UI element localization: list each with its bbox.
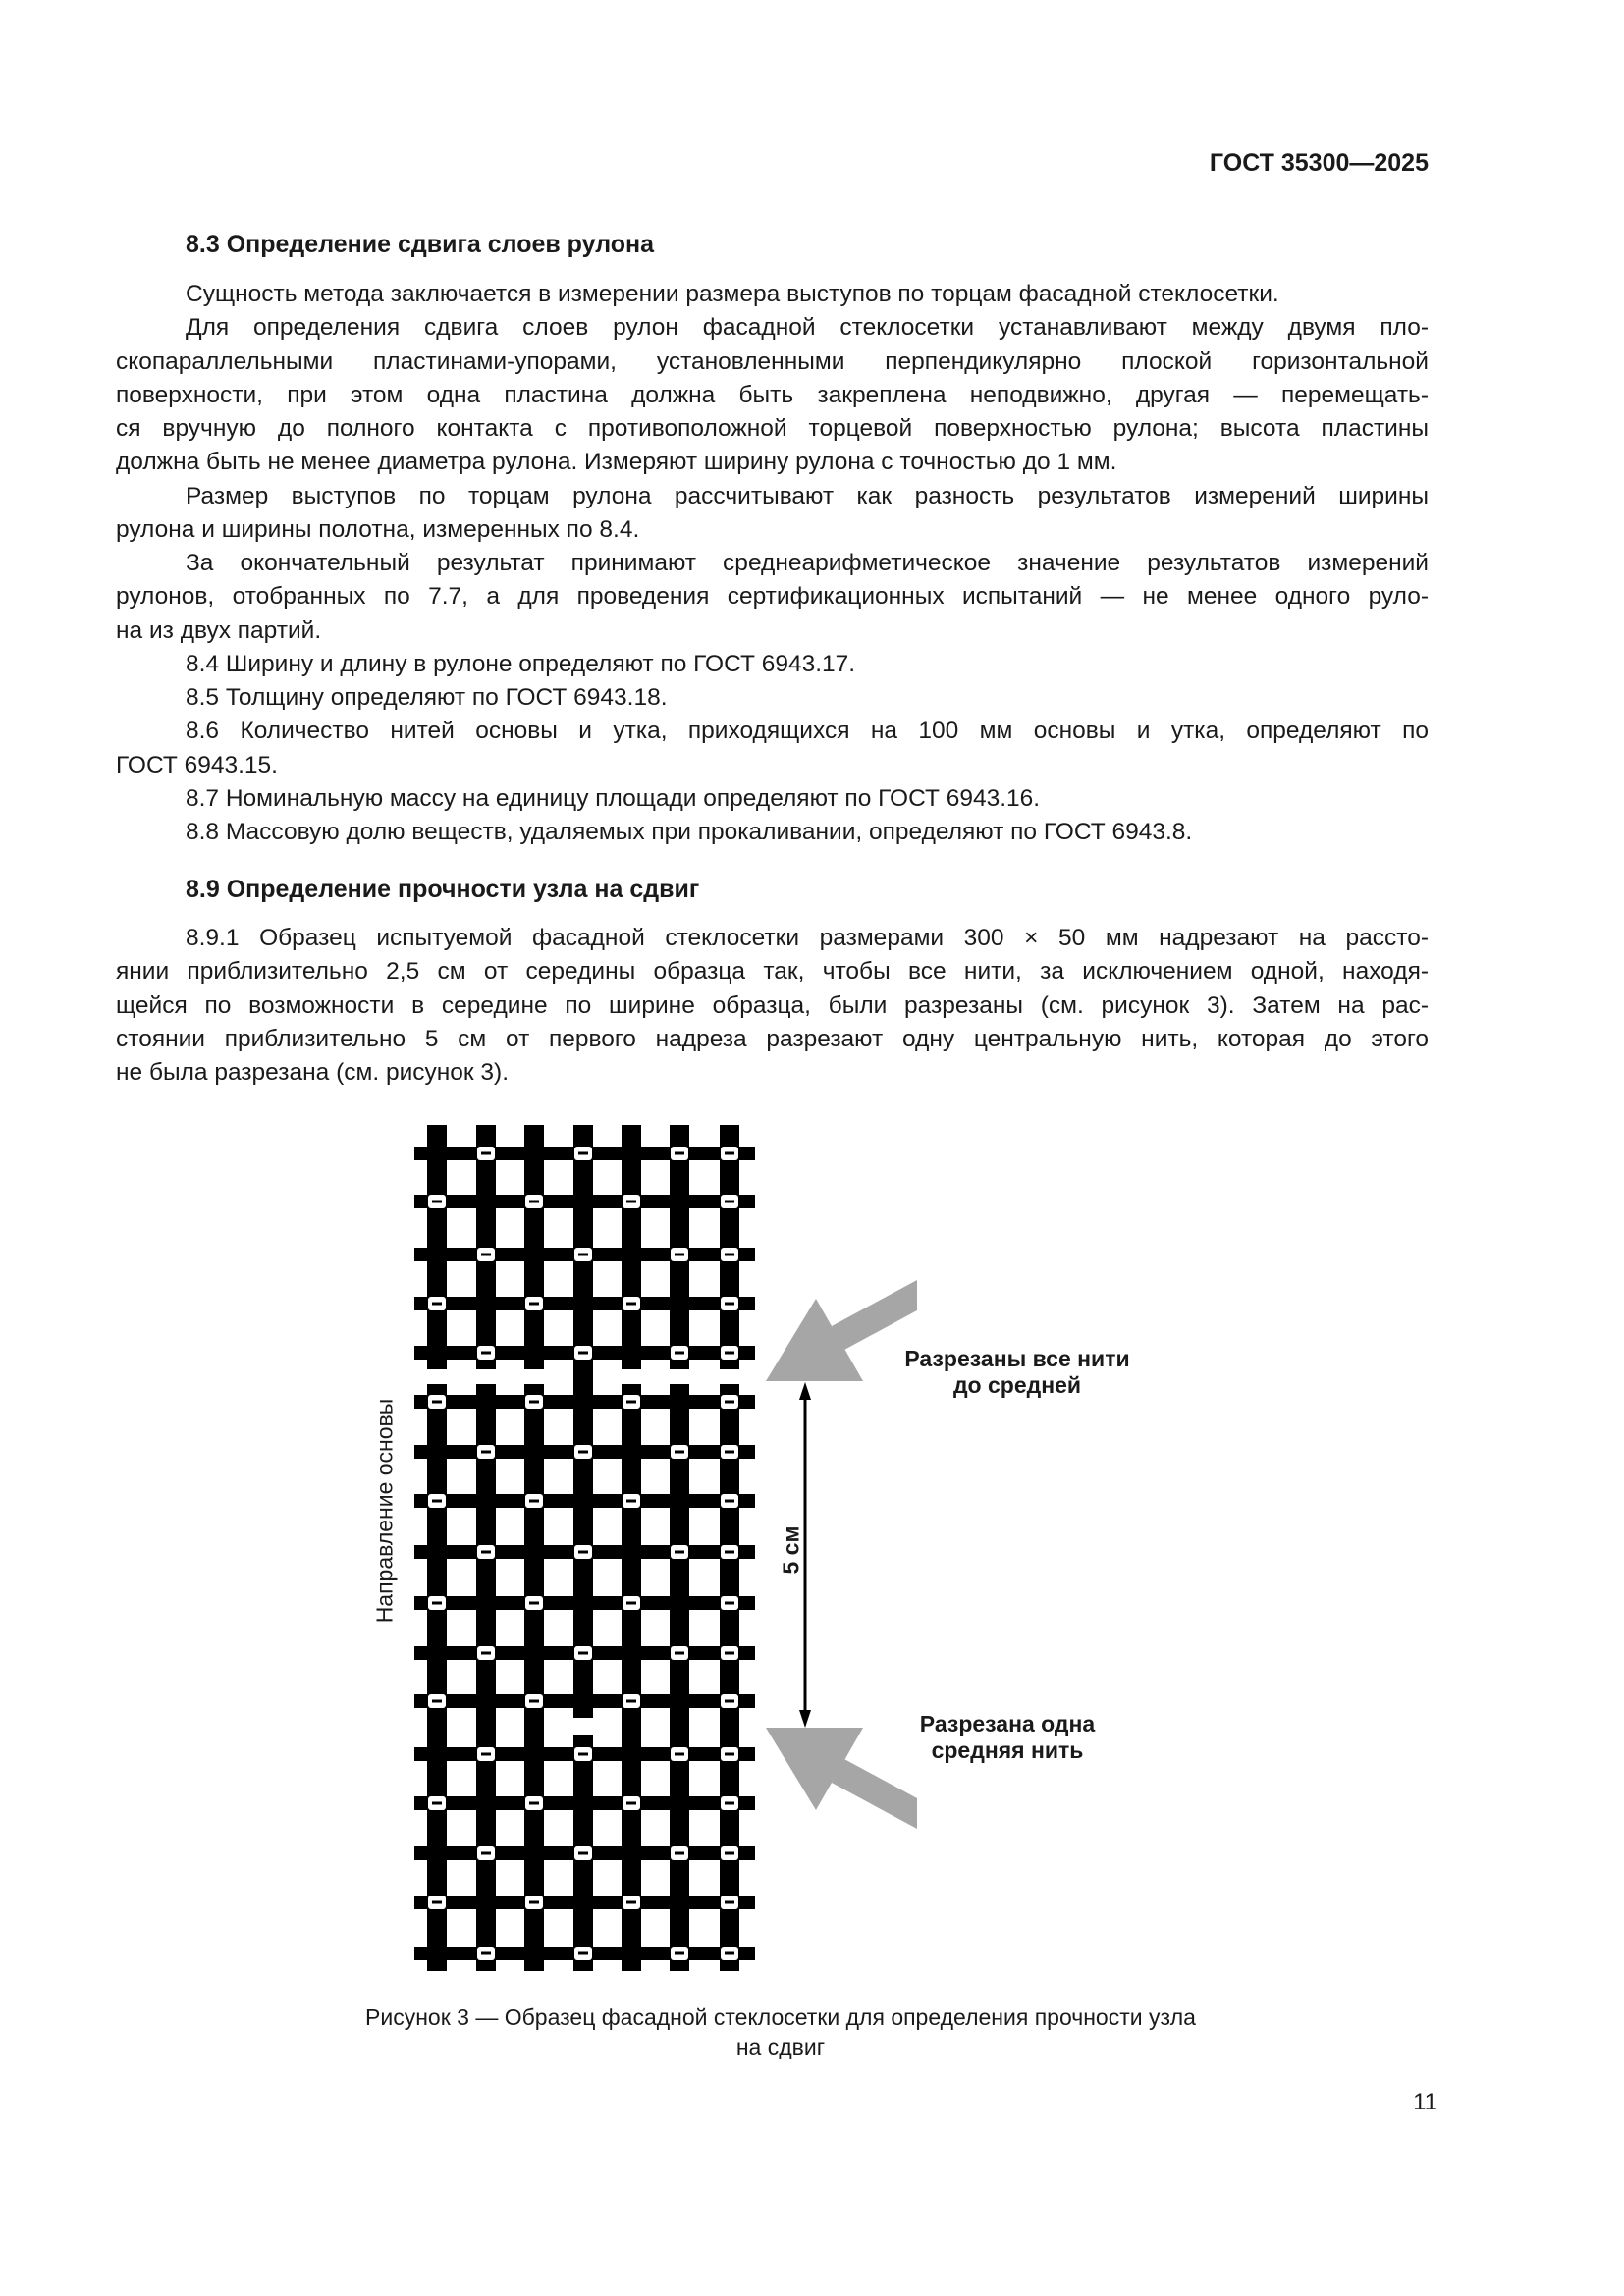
weft-thread <box>414 1694 755 1708</box>
knot-marker-dash <box>626 1901 636 1904</box>
dimension-arrow-bottom-icon <box>799 1710 811 1728</box>
upper-cut-note-line: до средней <box>952 1372 1082 1398</box>
knot-marker-dash <box>578 1551 588 1554</box>
knot-marker-dash <box>529 1401 539 1404</box>
warp-direction-label: Направление основы <box>371 1398 398 1624</box>
knot-marker-dash <box>481 1451 491 1454</box>
text-line: поверхности, при этом одна пластина должна быть закреплена неподвижно, другая — перемещать- <box>116 381 1429 408</box>
lower-cut-note-line: Разрезана одна <box>919 1711 1096 1736</box>
knot-marker-dash <box>725 1700 734 1703</box>
warp-thread <box>427 1125 447 1369</box>
knot-marker-dash <box>529 1901 539 1904</box>
knot-marker-dash <box>481 1254 491 1256</box>
knot-marker-dash <box>675 1652 684 1655</box>
text-line: 8.5 Толщину определяют по ГОСТ 6943.18. <box>186 684 668 711</box>
knot-marker-dash <box>675 1152 684 1155</box>
knot-marker-dash <box>725 1602 734 1605</box>
text-line: не была разрезана (см. рисунок 3). <box>116 1059 510 1086</box>
knot-marker-dash <box>578 1852 588 1855</box>
knot-marker-dash <box>725 1753 734 1756</box>
knot-marker-dash <box>432 1901 442 1904</box>
document-header: ГОСТ 35300—2025 <box>1209 149 1429 177</box>
text-line: янии приблизительно 2,5 см от середины образца так, чтобы все нити, за исключением одной, находя- <box>116 958 1429 986</box>
warp-thread <box>720 1125 739 1369</box>
knot-marker-dash <box>626 1602 636 1605</box>
weft-thread <box>414 1494 755 1508</box>
upper-cut-note-line: Разрезаны все нити <box>904 1346 1130 1371</box>
knot-marker-dash <box>626 1201 636 1203</box>
knot-marker-dash <box>578 1952 588 1955</box>
text-line: стоянии приблизительно 5 см от первого надреза разрезают одну центральную нить, которая до этого <box>116 1025 1429 1052</box>
knot-marker-dash <box>725 1802 734 1805</box>
knot-marker-dash <box>529 1201 539 1203</box>
knot-marker-dash <box>725 1652 734 1655</box>
section-heading-8-3: 8.3 Определение сдвига слоев рулона <box>186 231 655 258</box>
text-line: 8.7 Номинальную массу на единицу площади определяют по ГОСТ 6943.16. <box>186 784 1041 812</box>
text-line: рулона и ширины полотна, измеренных по 8.4. <box>116 515 640 543</box>
knot-marker-dash <box>725 1952 734 1955</box>
knot-marker-dash <box>481 1551 491 1554</box>
knot-marker-dash <box>626 1500 636 1503</box>
knot-marker-dash <box>675 1352 684 1355</box>
knot-marker-dash <box>725 1303 734 1306</box>
upper-cut-note <box>870 1346 1164 1399</box>
lower-cut-arrow-shaft <box>832 1759 917 1829</box>
warp-thread <box>670 1125 689 1369</box>
knot-marker-dash <box>675 1753 684 1756</box>
knot-marker-dash <box>626 1303 636 1306</box>
knot-marker-dash <box>481 1753 491 1756</box>
weft-thread <box>414 1395 755 1409</box>
knot-marker-dash <box>529 1602 539 1605</box>
knot-marker-dash <box>725 1551 734 1554</box>
knot-marker-dash <box>432 1802 442 1805</box>
text-line: 8.8 Массовую долю веществ, удаляемых при прокаливании, определяют по ГОСТ 6943.8. <box>186 819 1193 845</box>
figure-caption-line: Рисунок 3 — Образец фасадной стеклосетки для определения прочности узла <box>365 2004 1196 2030</box>
knot-marker-dash <box>578 1152 588 1155</box>
knot-marker-dash <box>675 1451 684 1454</box>
knot-marker-dash <box>529 1802 539 1805</box>
warp-thread <box>670 1384 689 1971</box>
lower-cut-note-line: средняя нить <box>931 1737 1084 1763</box>
text-line: должна быть не менее диаметра рулона. Измеряют ширину рулона с точностью до 1 мм. <box>116 449 1117 476</box>
text-line: Для определения сдвига слоев рулон фасадной стеклосетки устанавливают между двумя пло- <box>186 314 1429 342</box>
text-line: Сущность метода заключается в измерении размера выступов по торцам фасадной стеклосетки. <box>186 281 1279 307</box>
warp-thread <box>476 1125 496 1369</box>
knot-marker-dash <box>578 1753 588 1756</box>
knot-marker-dash <box>675 1254 684 1256</box>
text-line: 8.4 Ширину и длину в рулоне определяют по ГОСТ 6943.17. <box>186 650 856 677</box>
text-line: рулонов, отобранных по 7.7, а для проведения сертификационных испытаний — не менее одного руло- <box>116 583 1429 611</box>
knot-marker-dash <box>529 1303 539 1306</box>
warp-thread <box>622 1125 641 1369</box>
lower-cut-note <box>860 1711 1155 1764</box>
knot-marker-dash <box>432 1401 442 1404</box>
knot-marker-dash <box>432 1500 442 1503</box>
knot-marker-dash <box>626 1802 636 1805</box>
upper-cut-arrow-shaft <box>832 1280 917 1350</box>
knot-marker-dash <box>725 1500 734 1503</box>
warp-thread <box>427 1384 447 1971</box>
knot-marker-dash <box>725 1152 734 1155</box>
warp-thread <box>524 1125 544 1369</box>
text-line: 8.9.1 Образец испытуемой фасадной стеклосетки размерами 300 × 50 мм надрезают на рассто- <box>186 925 1429 951</box>
weft-thread <box>414 1796 755 1810</box>
warp-thread <box>720 1384 739 1971</box>
figure-caption <box>0 2002 1561 2061</box>
knot-marker-dash <box>626 1401 636 1404</box>
knot-marker-dash <box>725 1254 734 1256</box>
section-heading-8-9: 8.9 Определение прочности узла на сдвиг <box>186 876 700 903</box>
knot-marker-dash <box>481 1152 491 1155</box>
figure-caption-line: на сдвиг <box>735 2034 826 2059</box>
knot-marker-dash <box>432 1700 442 1703</box>
knot-marker-dash <box>481 1852 491 1855</box>
warp-thread <box>476 1384 496 1971</box>
text-line: щейся по возможности в середине по ширине образца, были разрезаны (см. рисунок 3). Затем на рас- <box>116 991 1429 1019</box>
mesh-grid <box>414 1125 755 1971</box>
knot-marker-dash <box>481 1352 491 1355</box>
text-line: 8.6 Количество нитей основы и утка, приходящихся на 100 мм основы и утка, определяют по <box>186 718 1429 745</box>
knot-marker-dash <box>432 1303 442 1306</box>
dimension-arrow-top-icon <box>799 1382 811 1400</box>
text-line: на из двух партий. <box>116 616 322 644</box>
knot-marker-dash <box>675 1852 684 1855</box>
warp-thread <box>573 1125 593 1718</box>
weft-thread <box>414 1297 755 1310</box>
text-line: Размер выступов по торцам рулона рассчитывают как разность результатов измерений ширины <box>186 482 1429 509</box>
page-number: 11 <box>1413 2089 1437 2115</box>
knot-marker-dash <box>725 1201 734 1203</box>
knot-marker-dash <box>675 1551 684 1554</box>
knot-marker-dash <box>481 1652 491 1655</box>
knot-marker-dash <box>675 1952 684 1955</box>
text-line: ся вручную до полного контакта с противоположной торцевой поверхностью рулона; высота пластины <box>116 415 1429 442</box>
knot-marker-dash <box>578 1352 588 1355</box>
weft-thread <box>414 1896 755 1909</box>
knot-marker-dash <box>481 1952 491 1955</box>
knot-marker-dash <box>626 1700 636 1703</box>
knot-marker-dash <box>529 1500 539 1503</box>
text-line: За окончательный результат принимают среднеарифметическое значение результатов измерений <box>186 550 1429 576</box>
warp-thread <box>622 1384 641 1971</box>
knot-marker-dash <box>432 1201 442 1203</box>
text-line: ГОСТ 6943.15. <box>116 751 278 778</box>
knot-marker-dash <box>725 1401 734 1404</box>
knot-marker-dash <box>725 1852 734 1855</box>
weft-thread <box>414 1195 755 1208</box>
knot-marker-dash <box>578 1254 588 1256</box>
knot-marker-dash <box>725 1352 734 1355</box>
knot-marker-dash <box>578 1652 588 1655</box>
knot-marker-dash <box>725 1901 734 1904</box>
warp-thread <box>524 1384 544 1971</box>
knot-marker-dash <box>725 1451 734 1454</box>
weft-thread <box>414 1596 755 1610</box>
text-line: скопараллельными пластинами-упорами, установленными перпендикулярно плоской горизонтальной <box>116 347 1429 375</box>
knot-marker-dash <box>578 1451 588 1454</box>
knot-marker-dash <box>432 1602 442 1605</box>
dimension-label: 5 см <box>778 1525 804 1575</box>
knot-marker-dash <box>529 1700 539 1703</box>
